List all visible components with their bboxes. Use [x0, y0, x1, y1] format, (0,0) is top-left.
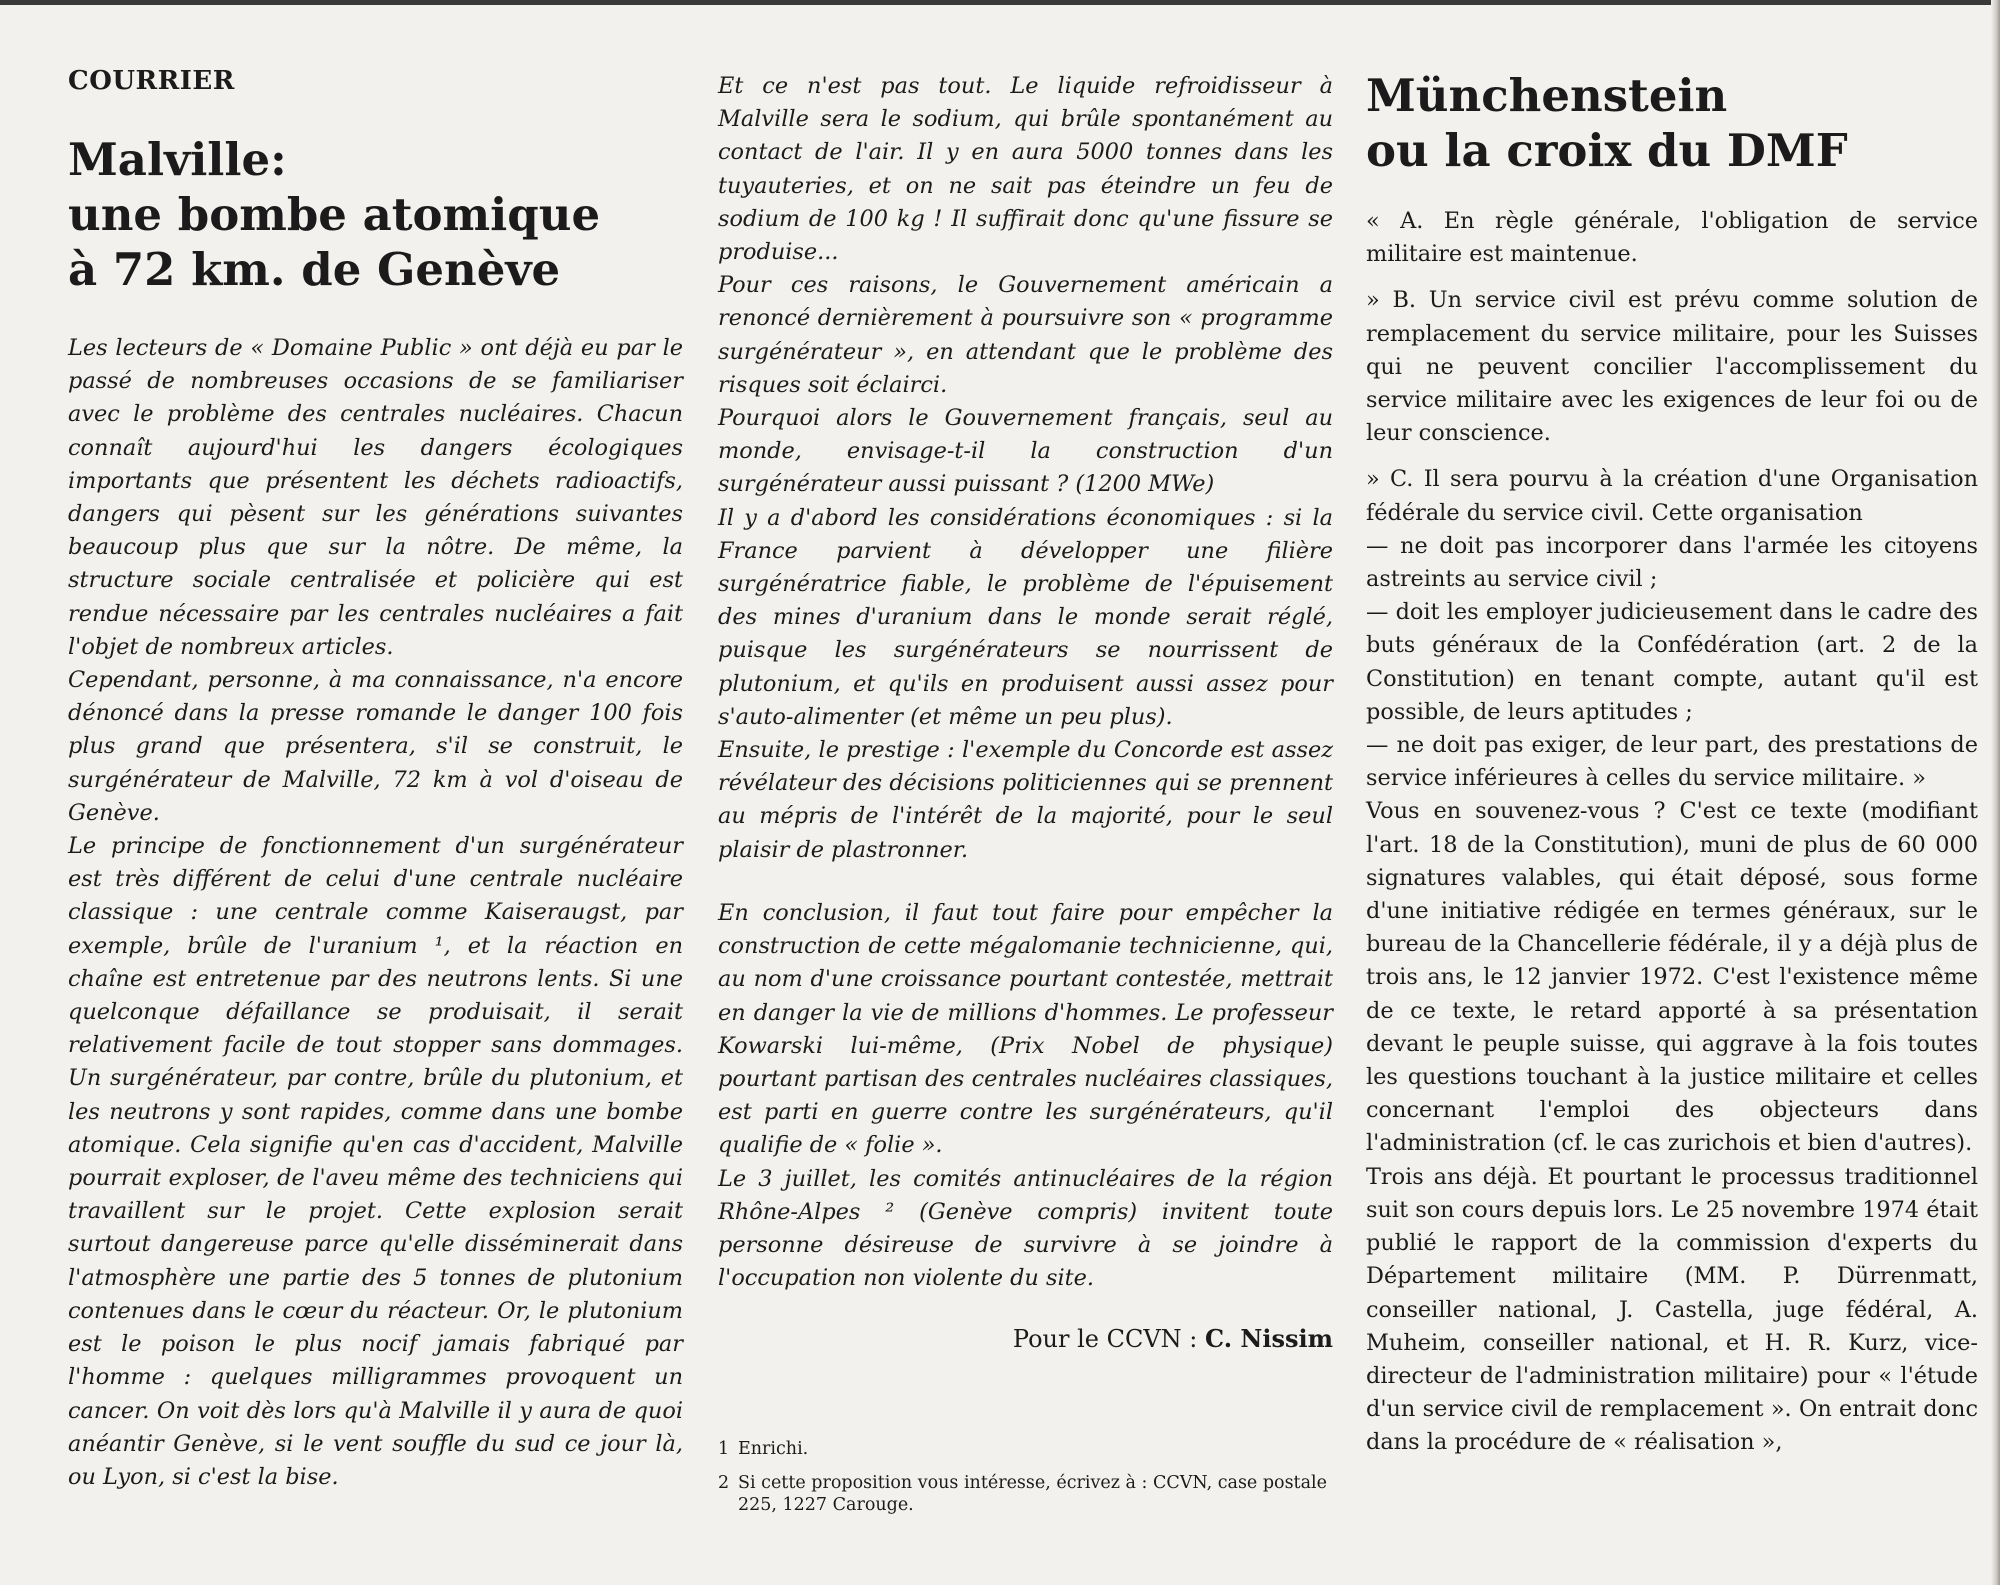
- article-body-middle-bottom: [718, 897, 1333, 1295]
- signature: [1013, 1324, 1333, 1353]
- quote-item: — ne doit pas exiger, de leur part, des prestations de service inférieures à celles du service militaire. »: [1366, 732, 1978, 792]
- page-edge-shadow: [1991, 0, 2000, 1585]
- article-body-left: [68, 332, 683, 1494]
- footnote: [718, 1472, 1328, 1516]
- footnote-number: 1: [718, 1439, 730, 1459]
- paragraph: Pourquoi alors le Gouvernement français, seul au monde, envisage-t-il la construction d'un surgénérateur aussi puissant ? (1200 MWe): [718, 405, 1333, 498]
- quote-paragraph: « A. En règle générale, l'obligation de service militaire est maintenue.: [1366, 208, 1978, 268]
- title-line: une bombe atomique: [68, 188, 601, 241]
- signature-name: C. Nissim: [1205, 1324, 1333, 1353]
- paragraph: Le 3 juillet, les comités antinucléaires de la région Rhône-Alpes ² (Genève compris) invitent toute personne désireuse de survivre à se joindre à l'occupation non violente du site.: [718, 1165, 1333, 1292]
- paragraph: Cependant, personne, à ma connaissance, n'a encore dénoncé dans la presse romande le danger 100 fois plus grand que présentera, s'il se construit, le surgénérateur de Malville, 72 km à vol d'oiseau de Genève.: [68, 667, 683, 826]
- paragraph: Les lecteurs de « Domaine Public » ont déjà eu par le passé de nombreuses occasions de se familiariser avec le problème des centrales nucléaires. Chacun connaît aujourd'hui les dangers écologiques importants que présentent les déchets radioactifs, dangers qui pèsent sur les générations suivantes beaucoup plus que sur la nôtre. De même, la structure sociale centralisée et policière qui est rendue nécessaire par les centrales nucléaires a fait l'objet de nombreux articles.: [68, 335, 683, 660]
- title-line: ou la croix du DMF: [1366, 124, 1848, 177]
- article-body-middle-top: [718, 70, 1333, 867]
- quote-item: — doit les employer judicieusement dans le cadre des buts généraux de la Confédération (art. 2 de la Constitution) en tenant compte, autant qu'il est possible, de leurs aptitudes ;: [1366, 599, 1978, 725]
- footnote-text: Enrichi.: [738, 1439, 809, 1459]
- paragraph: En conclusion, il faut tout faire pour empêcher la construction de cette mégalomanie technicienne, qui, au nom d'une croissance pourtant contestée, mettrait en danger la vie de millions d'hommes. Le professeur Kowarski lui-même, (Prix Nobel de physique) pourtant partisan des centrales nucléaires classiques, est parti en guerre contre les surgénérateurs, qu'il qualifie de « folie ».: [718, 900, 1333, 1159]
- article-title-malville: [68, 132, 600, 297]
- title-line: Münchenstein: [1366, 69, 1728, 122]
- article-body-right: [1366, 205, 1978, 1460]
- title-line: Malville:: [68, 133, 287, 186]
- quote-paragraph: » C. Il sera pourvu à la création d'une Organisation fédérale du service civil. Cette organisation: [1366, 466, 1978, 526]
- paragraph: Vous en souvenez-vous ? C'est ce texte (modifiant l'art. 18 de la Constitution), muni de plus de 60 000 signatures valables, qui était déposé, sous forme d'une initiative rédigée en termes généraux, sur le bureau de la Chancellerie fédérale, il y a déjà plus de trois ans, le 12 janvier 1972. C'est l'existence même de ce texte, le retard apporté à sa présentation devant le peuple suisse, qui aggrave à la fois toutes les questions touchant à la justice militaire et celles concernant l'emploi des objecteurs dans l'administration (cf. le cas zurichois et bien d'autres).: [1366, 798, 1978, 1157]
- paragraph: Et ce n'est pas tout. Le liquide refroidisseur à Malville sera le sodium, qui brûle spontanément au contact de l'air. Il y en aura 5000 tonnes dans les tuyauteries, et on ne sait pas éteindre un feu de sodium de 100 kg ! Il suffirait donc qu'une fissure se produise...: [718, 73, 1333, 266]
- footnote: [718, 1438, 1328, 1460]
- footnote-text: Si cette proposition vous intéresse, écrivez à : CCVN, case postale 225, 1227 Carouge.: [738, 1473, 1327, 1515]
- paragraph: Le principe de fonctionnement d'un surgénérateur est très différent de celui d'une centrale nucléaire classique : une centrale comme Kaiseraugst, par exemple, brûle de l'uranium ¹, et la réaction en chaîne est entretenue par des neutrons lents. Si une quelconque défaillance se produisait, il serait relativement facile de tout stopper sans dommages. Un surgénérateur, par contre, brûle du plutonium, et les neutrons y sont rapides, comme dans une bombe atomique. Cela signifie qu'en cas d'accident, Malville pourrait exploser, de l'aveu même des techniciens qui travaillent sur le projet. Cette explosion serait surtout dangereuse parce qu'elle disséminerait dans l'atmosphère une partie des 5 tonnes de plutonium contenues dans le cœur du réacteur. Or, le plutonium est le poison le plus nocif jamais fabriqué par l'homme : quelques milligrammes provoquent un cancer. On voit dès lors qu'à Malville il y aura de quoi anéantir Genève, si le vent souffle du sud ce jour là, ou Lyon, si c'est la bise.: [68, 833, 683, 1490]
- top-rule: [0, 0, 2000, 5]
- quote-item: — ne doit pas incorporer dans l'armée les citoyens astreints au service civil ;: [1366, 532, 1978, 593]
- paragraph: Trois ans déjà. Et pourtant le processus traditionnel suit son cours depuis lors. Le 25 novembre 1974 était publié le rapport de la commission d'experts du Département militaire (MM. P. Dürrenmatt, conseiller national, J. Castella, juge fédéral, A. Muheim, conseiller national, et H. R. Kurz, vice-directeur de l'administration militaire) pour « l'étude d'un service civil de remplacement ». On entrait donc dans la procédure de « réalisation »,: [1366, 1163, 1978, 1456]
- article-title-munchenstein: [1366, 68, 1848, 178]
- footnote-number: 2: [718, 1473, 730, 1493]
- quote-paragraph: » B. Un service civil est prévu comme solution de remplacement du service militaire, pour les Suisses qui ne peuvent concilier l'accomplissement du service militaire avec les exigences de leur foi ou de leur conscience.: [1366, 287, 1978, 447]
- signature-prefix: Pour le CCVN :: [1012, 1325, 1198, 1353]
- paragraph: Pour ces raisons, le Gouvernement américain a renoncé dernièrement à poursuivre son « programme surgénérateur », en attendant que le problème des risques soit éclairci.: [718, 272, 1333, 398]
- section-kicker: COURRIER: [68, 66, 235, 96]
- title-line: à 72 km. de Genève: [68, 243, 561, 296]
- paragraph: Ensuite, le prestige : l'exemple du Concorde est assez révélateur des décisions politiciennes qui se prennent au mépris de l'intérêt de la majorité, pour le seul plaisir de plastronner.: [718, 737, 1333, 863]
- paragraph: Il y a d'abord les considérations économiques : si la France parvient à développer une filière surgénératrice fiable, le problème de l'épuisement des mines d'uranium dans le monde serait réglé, puisque les surgénérateurs se nourrissent de plutonium, et qu'ils en produisent aussi assez pour s'auto-alimenter (et même un peu plus).: [718, 504, 1333, 730]
